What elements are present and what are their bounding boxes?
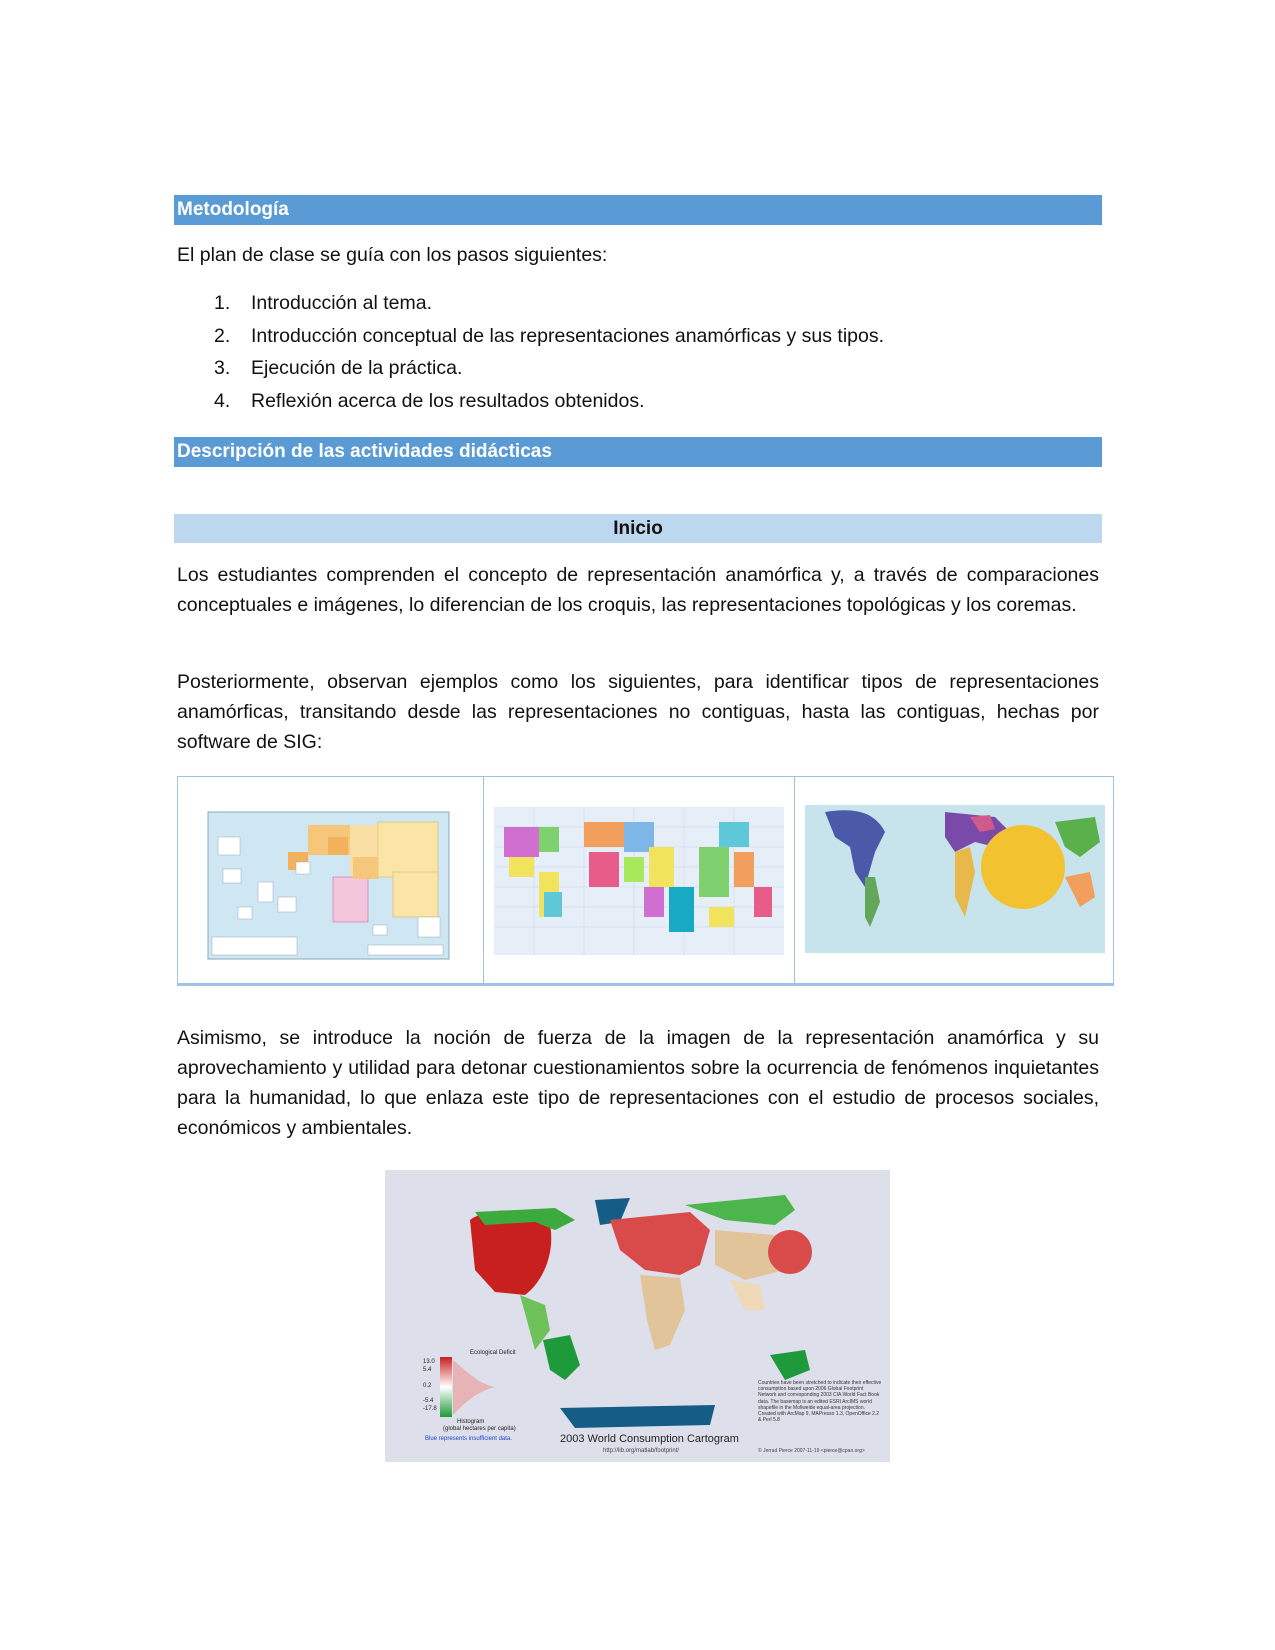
map-example-contiguous <box>795 777 1115 983</box>
histogram-label: Histogram <box>457 1419 485 1425</box>
insufficient-data-note: Blue represents insufficient data. <box>425 1436 512 1442</box>
cartogram-title: 2003 World Consumption Cartogram <box>560 1433 739 1445</box>
legend-tick: 0.2 <box>423 1383 432 1389</box>
contiguous-cartogram-image <box>795 777 1115 983</box>
section-header-metodologia: Metodología <box>174 195 1102 225</box>
paragraph-force: Asimismo, se introduce la noción de fuerza de la imagen de la representación anamórfica y su aprovechamiento y utilidad para detonar cuestionamientos sobre la ocurrencia de fenómenos inquietantes para la humanidad, lo que enlaza este tipo de representaciones con el estudio de procesos sociales, económicos y ambientales. <box>177 1027 1099 1139</box>
legend-tick: -17.8 <box>423 1406 437 1412</box>
cartogram-note: Countries have been stretched to indicate their effective consumption based upon 2006 Global Footprint Network and corresponding 2003 CIA World Fact Book data. The basemap is an edited ESRI ArcIMS world shapefile in the Mollweide equal-area projection. Created with ArcMap 9, MAPresso 1.3, OpenOffice 2.2 & Perl 5.8 <box>758 1380 882 1424</box>
intro-text: El plan de clase se guía con los pasos siguientes: <box>177 244 608 266</box>
noncontiguous-cartogram-image <box>178 777 483 983</box>
legend-tick: -5.4 <box>423 1398 434 1404</box>
section-header-descripcion: Descripción de las actividades didácticas <box>174 437 1102 467</box>
map-example-grid <box>484 777 795 983</box>
cartogram-url: http://lib.org/matlab/footprint/ <box>603 1448 680 1454</box>
section-subheader-inicio: Inicio <box>174 514 1102 543</box>
cartogram-image <box>385 1170 890 1462</box>
world-consumption-cartogram <box>385 1170 890 1462</box>
grid-cartogram-image <box>484 777 794 983</box>
paragraph-concept: Los estudiantes comprenden el concepto de representación anamórfica y, a través de comparaciones conceptuales e imágenes, lo diferencian de los croquis, las representaciones topológicas y los coremas. <box>177 564 1099 616</box>
legend-title: Ecological Deficit <box>470 1350 516 1356</box>
map-example-noncontiguous <box>178 777 484 983</box>
legend-tick: 5.4 <box>423 1367 432 1373</box>
paragraph-examples: Posteriormente, observan ejemplos como los siguientes, para identificar tipos de representaciones anamórficas, transitando desde las representaciones no contiguas, hasta las contiguas, hechas por software de SIG: <box>177 671 1099 753</box>
map-examples-table <box>177 776 1114 986</box>
histogram-units: (global hectares per capita) <box>443 1426 516 1432</box>
legend-tick: 13.0 <box>423 1359 435 1365</box>
cartogram-credit: © Jerrad Pierce 2007-11-19 <pierce@cpan.org> <box>758 1448 865 1454</box>
